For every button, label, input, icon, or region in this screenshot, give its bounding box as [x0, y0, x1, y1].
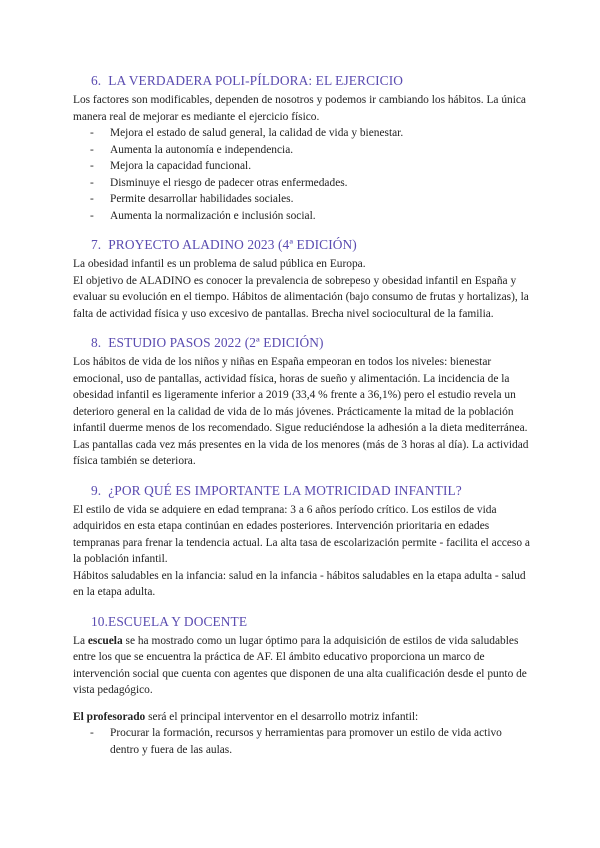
list-item: - Aumenta la normalización e inclusión social. — [73, 208, 533, 225]
section-title: ESCUELA Y DOCENTE — [108, 613, 248, 629]
section-number: 8. — [91, 335, 102, 350]
section-10-paragraph-2 — [73, 709, 533, 726]
section-number: 10. — [91, 613, 109, 629]
section-title: LA VERDADERA POLI-PÍLDORA: EL EJERCICIO — [108, 73, 404, 88]
section-9-heading — [91, 482, 533, 500]
section-title: ¿POR QUÉ ES IMPORTANTE LA MOTRICIDAD INFANTIL? — [108, 482, 462, 498]
text-run: se ha mostrado como un lugar óptimo para la adquisición de estilos de vida saludables entre los que se encuentra la práctica de AF. El ámbito educativo proporciona un marco de intervención social que cuenta con agentes que disponen de una alta cualificación desde el punto de vista pedagógico. — [73, 634, 527, 696]
bold-term: escuela — [87, 634, 123, 647]
list-item: - Permite desarrollar habilidades sociales. — [73, 191, 533, 208]
document-page — [73, 72, 533, 758]
section-8-heading — [91, 334, 533, 352]
section-6-list — [73, 125, 533, 224]
section-9-paragraph-2: Hábitos saludables en la infancia: salud en la infancia - hábitos saludables en la etapa adulta - salud en la etapa adulta. — [73, 569, 526, 598]
section-10-paragraph-1 — [73, 633, 533, 699]
section-number: 7. — [91, 237, 102, 252]
list-item: - Mejora el estado de salud general, la calidad de vida y bienestar. — [73, 125, 533, 142]
section-title: ESTUDIO PASOS 2022 (2ª EDICIÓN) — [108, 335, 324, 350]
section-10-heading — [91, 613, 533, 631]
list-item: - Disminuye el riesgo de padecer otras enfermedades. — [73, 175, 533, 192]
section-9-paragraph-1: El estilo de vida se adquiere en edad temprana: 3 a 6 años período crítico. Los estilos de vida adquiridos en esta etapa continúan en edades posteriores. Intervención prioritaria en edades tempranas para frenar la tendencia actual. La alta tasa de escolarización permite - facilita el acceso a la población infantil. — [73, 503, 530, 565]
section-number: 9. — [91, 482, 102, 498]
list-item: - Procurar la formación, recursos y herramientas para promover un estilo de vida activo dentro y fuera de las aulas. — [73, 725, 533, 758]
section-8-paragraph: Los hábitos de vida de los niños y niñas en España empeoran en todos los niveles: bienestar emocional, uso de pantallas, actividad física, horas de sueño y alimentación. La incidencia de la obesidad infantil es ligeramente inferior a 2019 (33,4 % frente a 36,1%) pero el estudio revela un deterioro general en la calidad de vida de lo más jóvenes. Prácticamente la mitad de la población infantil duerme menos de los recomendado. Sigue reduciéndose la adhesión a la dieta mediterránea. Las pantallas cada vez más presentes en la vida de los menores (más de 3 horas al día). La actividad física también se deteriora. — [73, 356, 529, 467]
list-item: - Aumenta la autonomía e independencia. — [73, 142, 533, 159]
list-item: - Mejora la capacidad funcional. — [73, 158, 533, 175]
text-run: será el principal interventor en el desarrollo motriz infantil: — [145, 710, 419, 723]
section-7-paragraph-1: La obesidad infantil es un problema de salud pública en Europa. — [73, 258, 366, 270]
section-6-intro: Los factores son modificables, dependen de nosotros y podemos ir cambiando los hábitos. La única manera real de mejorar es mediante el ejercicio físico. — [73, 94, 526, 123]
section-7-paragraph-2: El objetivo de ALADINO es conocer la prevalencia de sobrepeso y obesidad infantil en España y evaluar su evolución en el tiempo. Hábitos de alimentación (bajo consumo de frutas y hortalizas), la falta de actividad física y uso excesivo de pantallas. Brecha nivel sociocultural de la familia. — [73, 274, 529, 320]
section-6-heading — [91, 72, 533, 90]
section-title: PROYECTO ALADINO 2023 (4ª EDICIÓN) — [108, 237, 357, 252]
section-10-list — [73, 725, 533, 758]
section-7-heading — [91, 236, 533, 254]
section-number: 6. — [91, 73, 102, 88]
bold-term: El profesorado — [73, 710, 146, 723]
text-run: La — [73, 634, 88, 647]
